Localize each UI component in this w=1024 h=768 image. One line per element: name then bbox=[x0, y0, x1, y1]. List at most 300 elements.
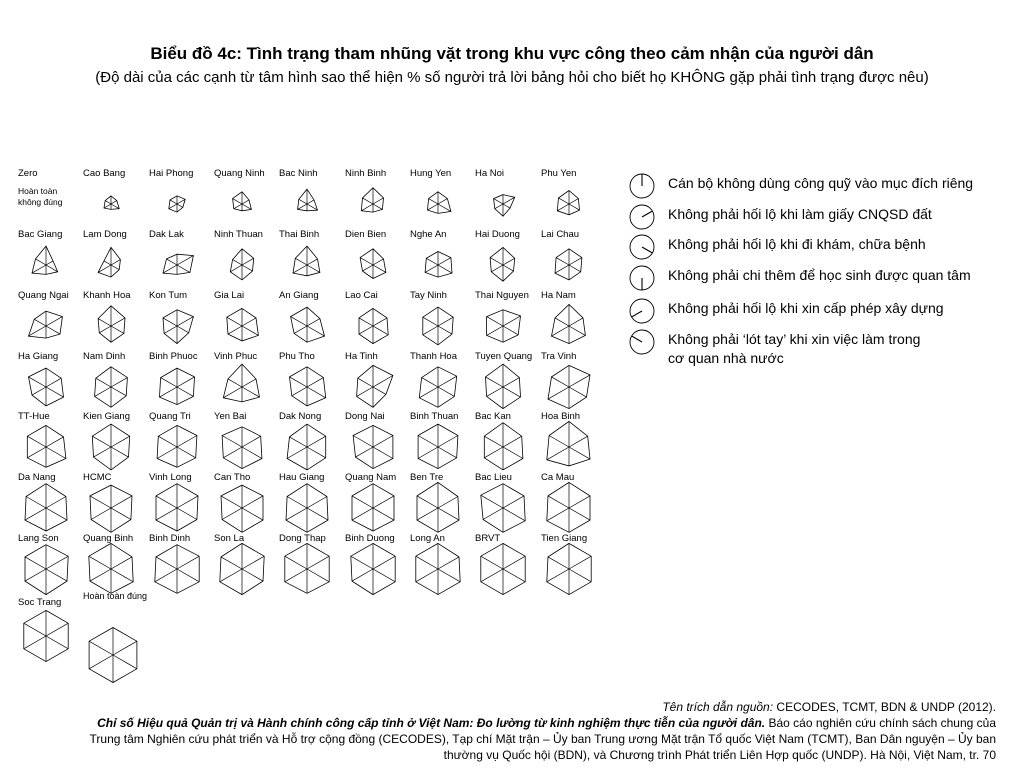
star-spoke-56-4 bbox=[155, 569, 177, 582]
star-spoke-43-1 bbox=[503, 436, 522, 447]
star-spoke-40-4 bbox=[287, 447, 307, 459]
star-label-9: Bac Giang bbox=[18, 229, 63, 240]
star-spoke-3-1 bbox=[242, 200, 249, 204]
star-spoke-8-5 bbox=[559, 198, 570, 204]
star-spoke-30-2 bbox=[242, 387, 260, 397]
star-outline-21 bbox=[227, 308, 259, 341]
star-spoke-33-2 bbox=[438, 387, 454, 396]
star-spoke-25-4 bbox=[487, 326, 503, 335]
star-10 bbox=[98, 247, 120, 277]
star-spoke-30-4 bbox=[223, 387, 242, 398]
star-label-52: Bac Lieu bbox=[475, 472, 512, 483]
star-spoke-35-2 bbox=[569, 387, 587, 397]
star-spoke-55-2 bbox=[111, 569, 133, 582]
star-spoke-4-5 bbox=[299, 199, 307, 204]
star-59 bbox=[351, 543, 395, 594]
star-spoke-26-1 bbox=[569, 318, 583, 326]
star-outline-18 bbox=[29, 311, 63, 338]
star-spoke-49-1 bbox=[307, 497, 327, 509]
star-spoke-10-2 bbox=[111, 265, 119, 270]
star-spoke-51-5 bbox=[417, 496, 438, 508]
legend-key-icon-4 bbox=[626, 262, 660, 294]
star-48 bbox=[221, 485, 263, 532]
star-43 bbox=[484, 423, 523, 470]
star-outline-6 bbox=[428, 192, 451, 214]
star-spoke-14-4 bbox=[363, 265, 374, 271]
star-label-53: Ca Mau bbox=[541, 472, 575, 483]
star-spoke-43-2 bbox=[503, 447, 523, 459]
star-label-5: Ninh Binh bbox=[345, 168, 387, 179]
star-spoke-57-5 bbox=[221, 557, 242, 569]
star-spoke-24-5 bbox=[423, 317, 438, 326]
star-spoke-35-5 bbox=[552, 377, 570, 387]
star-spoke-44-1 bbox=[569, 436, 588, 447]
zero-note-1: Hoàn toàn bbox=[18, 186, 58, 196]
star-outline-9 bbox=[32, 246, 58, 274]
star-spoke-4-4 bbox=[298, 204, 307, 209]
star-spoke-42-5 bbox=[418, 436, 438, 448]
star-label-31: Phu Tho bbox=[279, 351, 315, 362]
star-spoke-62-5 bbox=[548, 557, 569, 569]
star-label-34: Tuyen Quang bbox=[475, 351, 533, 362]
star-spoke-56-2 bbox=[177, 569, 199, 582]
star-spoke-53-4 bbox=[547, 508, 569, 521]
star-outline-7 bbox=[494, 195, 515, 217]
star-5 bbox=[361, 188, 383, 212]
star-4 bbox=[298, 189, 318, 211]
star-56 bbox=[155, 545, 199, 594]
star-spoke-36-5 bbox=[27, 436, 46, 447]
star-spoke-28-2 bbox=[111, 387, 126, 396]
star-39 bbox=[222, 427, 262, 469]
star-spoke-55-5 bbox=[89, 556, 111, 569]
star-1 bbox=[104, 196, 119, 210]
star-spoke-32-4 bbox=[357, 387, 373, 396]
star-spoke-46-4 bbox=[91, 508, 111, 520]
star-spoke-19-1 bbox=[111, 318, 125, 326]
star-spoke-34-5 bbox=[486, 377, 504, 387]
star-spoke-5-2 bbox=[373, 204, 382, 209]
star-spoke-3-4 bbox=[234, 204, 242, 209]
star-outline-13 bbox=[293, 246, 320, 276]
legend-label: Không phải ‘lót tay’ khi xin việc làm trong bbox=[668, 331, 921, 347]
star-spoke-32-2 bbox=[373, 387, 386, 394]
star-spoke-62-4 bbox=[547, 569, 569, 582]
star-spoke-27-1 bbox=[46, 378, 61, 387]
star-label-38: Quang Tri bbox=[149, 411, 191, 422]
star-23 bbox=[359, 308, 388, 343]
star-label-45: Da Nang bbox=[18, 472, 56, 483]
star-27 bbox=[29, 368, 64, 406]
star-label-14: Dien Bien bbox=[345, 229, 387, 240]
star-label-13: Thai Binh bbox=[279, 229, 320, 240]
star-label-28: Nam Dinh bbox=[83, 351, 126, 362]
star-label-27: Ha Giang bbox=[18, 351, 59, 362]
star-spoke-57-4 bbox=[220, 569, 242, 582]
legend-key-icon-3 bbox=[626, 231, 660, 263]
star-label-36: TT-Hue bbox=[18, 411, 50, 422]
star-spoke-14-1 bbox=[373, 259, 384, 265]
star-spoke-12-2 bbox=[242, 265, 253, 271]
star-label-4: Bac Ninh bbox=[279, 168, 318, 179]
star-spoke-1-1 bbox=[111, 201, 117, 204]
star-13 bbox=[293, 246, 320, 276]
star-14 bbox=[360, 249, 386, 279]
legend-label: Không phải hối lộ khi xin cấp phép xây dựng bbox=[668, 300, 944, 316]
star-spoke-48-5 bbox=[221, 496, 242, 508]
star-spoke-63-5 bbox=[24, 623, 46, 636]
star-spoke-54-2 bbox=[46, 569, 67, 581]
star-spoke-53-2 bbox=[569, 508, 590, 520]
star-label-48: Can Tho bbox=[214, 472, 251, 483]
star-spoke-60-2 bbox=[438, 569, 460, 582]
star-spoke-55-4 bbox=[90, 569, 111, 581]
star-spoke-32-5 bbox=[358, 378, 373, 387]
star-spoke-54-1 bbox=[46, 556, 68, 569]
star-62 bbox=[547, 543, 591, 594]
star-61 bbox=[481, 543, 525, 594]
star-label-33: Thanh Hoa bbox=[410, 351, 458, 362]
source-line-1 bbox=[6, 699, 996, 715]
star-spoke-56-1 bbox=[177, 556, 199, 569]
star-50 bbox=[352, 484, 394, 531]
star-spoke-13-5 bbox=[295, 258, 307, 265]
star-spoke-16-2 bbox=[503, 265, 514, 271]
star-12 bbox=[230, 249, 253, 280]
star-spoke-46-1 bbox=[111, 496, 132, 508]
star-spoke-40-2 bbox=[307, 447, 326, 458]
star-spoke-24-2 bbox=[438, 326, 452, 334]
star-spoke-47-4 bbox=[156, 508, 177, 520]
star-spoke-5-4 bbox=[361, 204, 373, 211]
star-spoke-51-2 bbox=[438, 508, 459, 520]
star-54 bbox=[25, 545, 68, 595]
star-label-55: Quang Binh bbox=[83, 533, 134, 544]
star-spoke-15-5 bbox=[426, 258, 438, 265]
star-label-15: Nghe An bbox=[410, 229, 447, 240]
star-44 bbox=[547, 421, 590, 466]
star-63 bbox=[24, 610, 68, 661]
star-spoke-63-2 bbox=[46, 636, 68, 649]
star-label-54: Lang Son bbox=[18, 533, 59, 544]
star-spoke-48-1 bbox=[242, 496, 263, 508]
star-3 bbox=[233, 192, 252, 211]
star-spoke-42-2 bbox=[438, 447, 457, 458]
legend bbox=[626, 170, 1024, 380]
star-22 bbox=[291, 307, 325, 342]
star-41 bbox=[353, 425, 393, 468]
star-label-6: Hung Yen bbox=[410, 168, 452, 179]
star-spoke-40-5 bbox=[290, 437, 308, 447]
star-outline-10 bbox=[98, 247, 120, 277]
star-17 bbox=[555, 249, 582, 280]
star-spoke-2-2 bbox=[177, 204, 183, 207]
star-spoke-1-5 bbox=[105, 201, 111, 204]
star-spoke-62-2 bbox=[569, 569, 591, 582]
star-spoke-16-5 bbox=[490, 258, 503, 265]
star-46 bbox=[90, 485, 132, 532]
star-49 bbox=[286, 484, 328, 533]
star-spoke-55-1 bbox=[111, 557, 132, 569]
star-spoke-43-4 bbox=[484, 447, 503, 458]
star-spoke-39-4 bbox=[223, 447, 242, 458]
star-spoke-35-1 bbox=[569, 375, 590, 387]
star-label-59: Binh Duong bbox=[345, 533, 395, 544]
star-spoke-19-5 bbox=[98, 319, 111, 326]
star-spoke-36-4 bbox=[27, 447, 46, 458]
legend-label: Không phải chi thêm để học sinh được quan tâm bbox=[668, 267, 971, 283]
star-spoke-53-1 bbox=[569, 496, 590, 508]
star-label-12: Ninh Thuan bbox=[214, 229, 263, 240]
star-spoke-61-4 bbox=[481, 569, 503, 582]
star-24 bbox=[423, 307, 453, 345]
star-spoke-50-1 bbox=[373, 496, 394, 508]
star-spoke-10-5 bbox=[104, 261, 111, 265]
star-spoke-64-4 bbox=[89, 655, 113, 669]
legend-label: Cán bộ không dùng công quỹ vào mục đích riêng bbox=[668, 175, 974, 191]
source-line-4: thường vụ Quốc hội (BDN), và Chương trình Phát triển Liên Hợp quốc (UNDP). Hà Nội, Việt Nam, tr. 70 bbox=[443, 748, 996, 762]
star-spoke-14-5 bbox=[360, 258, 373, 265]
star-spoke-59-1 bbox=[373, 556, 395, 569]
star-spoke-51-4 bbox=[417, 508, 438, 520]
star-label-42: Binh Thuan bbox=[410, 411, 459, 422]
star-label-57: Son La bbox=[214, 533, 245, 544]
star-spoke-7-4 bbox=[495, 204, 503, 209]
star-spoke-34-4 bbox=[487, 387, 503, 396]
star-spoke-59-2 bbox=[373, 569, 395, 582]
star-spoke-59-5 bbox=[351, 556, 373, 569]
star-spoke-39-1 bbox=[242, 436, 261, 447]
star-spoke-64-1 bbox=[113, 641, 137, 655]
star-spoke-31-5 bbox=[290, 377, 308, 387]
star-25 bbox=[487, 310, 521, 342]
star-spoke-24-4 bbox=[423, 326, 438, 335]
star-spoke-53-5 bbox=[548, 496, 569, 508]
star-spoke-24-1 bbox=[438, 317, 453, 326]
star-label-29: Binh Phuoc bbox=[149, 351, 198, 362]
star-outline-22 bbox=[291, 307, 325, 342]
star-label-58: Dong Thap bbox=[279, 533, 326, 544]
star-label-22: An Giang bbox=[279, 290, 319, 301]
star-spoke-48-2 bbox=[242, 508, 263, 520]
star-64 bbox=[89, 628, 137, 683]
star-spoke-26-4 bbox=[552, 326, 570, 336]
star-label-7: Ha Noi bbox=[475, 168, 505, 179]
star-spoke-26-5 bbox=[555, 318, 569, 326]
star-spoke-6-1 bbox=[438, 199, 447, 204]
star-spoke-52-5 bbox=[481, 495, 503, 508]
star-spoke-45-4 bbox=[25, 508, 46, 520]
star-33 bbox=[419, 367, 456, 408]
star-spoke-58-1 bbox=[307, 556, 329, 569]
star-label-0: Zero bbox=[18, 168, 38, 179]
star-spoke-22-4 bbox=[294, 326, 307, 333]
star-spoke-41-2 bbox=[373, 447, 393, 459]
star-52 bbox=[481, 484, 525, 533]
legend-label: Không phải hối lộ khi làm giấy CNQSD đất bbox=[668, 206, 932, 222]
star-spoke-2-4 bbox=[169, 204, 177, 209]
star-spoke-46-2 bbox=[111, 508, 131, 520]
star-38 bbox=[157, 425, 197, 467]
star-spoke-64-5 bbox=[89, 641, 113, 655]
star-spoke-38-1 bbox=[177, 436, 197, 448]
star-spoke-28-4 bbox=[95, 387, 111, 396]
legend-key-icon-2 bbox=[626, 201, 660, 233]
legend-label: cơ quan nhà nước bbox=[668, 350, 784, 366]
star-spoke-9-5 bbox=[36, 259, 47, 265]
star-spoke-11-5 bbox=[167, 259, 178, 265]
star-spoke-58-5 bbox=[285, 556, 307, 569]
star-spoke-33-4 bbox=[419, 387, 438, 398]
star-spoke-19-4 bbox=[99, 326, 111, 333]
star-spoke-22-5 bbox=[291, 317, 307, 326]
star-spoke-49-2 bbox=[307, 508, 328, 520]
star-label-17: Lai Chau bbox=[541, 229, 580, 240]
star-spoke-63-1 bbox=[46, 623, 68, 636]
star-spoke-21-5 bbox=[227, 317, 242, 326]
star-label-30: Vinh Phuc bbox=[214, 351, 258, 362]
star-spoke-26-2 bbox=[569, 326, 585, 335]
star-60 bbox=[416, 543, 460, 594]
chart-title: Biểu đồ 4c: Tình trạng tham nhũng vặt trong khu vực công theo cảm nhận của người dân bbox=[150, 44, 874, 63]
star-label-32: Ha Tinh bbox=[345, 351, 378, 362]
star-spoke-57-2 bbox=[242, 569, 263, 581]
star-spoke-2-5 bbox=[170, 200, 177, 204]
star-7 bbox=[494, 195, 515, 217]
star-spoke-25-2 bbox=[503, 326, 518, 335]
star-spoke-38-5 bbox=[158, 436, 177, 447]
star-spoke-39-2 bbox=[242, 447, 262, 459]
star-spoke-31-1 bbox=[307, 378, 323, 387]
star-spoke-15-2 bbox=[438, 265, 452, 273]
star-spoke-17-4 bbox=[555, 265, 569, 273]
star-42 bbox=[418, 424, 458, 469]
legend-key-spoke-2 bbox=[642, 211, 652, 217]
star-label-56: Binh Dinh bbox=[149, 533, 191, 544]
star-spoke-37-4 bbox=[94, 447, 112, 457]
legend-key-spoke-6 bbox=[632, 336, 642, 342]
legend-key-spoke-5 bbox=[632, 311, 642, 317]
star-28 bbox=[95, 367, 128, 408]
star-label-62: Tien Giang bbox=[541, 533, 588, 544]
star-spoke-17-5 bbox=[556, 258, 569, 265]
star-spoke-1-4 bbox=[104, 204, 111, 208]
star-spoke-29-5 bbox=[161, 378, 177, 387]
star-40 bbox=[287, 424, 326, 470]
star-57 bbox=[220, 543, 264, 594]
star-label-51: Ben Tre bbox=[410, 472, 444, 483]
star-spoke-47-1 bbox=[177, 496, 198, 508]
star-spoke-36-1 bbox=[46, 437, 64, 447]
star-53 bbox=[547, 482, 590, 532]
star-spoke-47-5 bbox=[156, 496, 177, 508]
star-20 bbox=[163, 310, 193, 344]
star-label-40: Dak Nong bbox=[279, 411, 322, 422]
zero-note-2: không đúng bbox=[18, 197, 63, 207]
star-spoke-13-1 bbox=[307, 259, 318, 265]
star-19 bbox=[98, 306, 125, 342]
star-spoke-27-4 bbox=[32, 387, 46, 395]
star-spoke-33-5 bbox=[422, 378, 438, 387]
source-line-2 bbox=[6, 715, 996, 731]
star-spoke-61-1 bbox=[503, 556, 525, 569]
star-spoke-60-5 bbox=[416, 556, 438, 569]
star-label-60: Long An bbox=[410, 533, 445, 544]
star-label-20: Kon Tum bbox=[149, 290, 188, 301]
star-spoke-45-1 bbox=[46, 497, 66, 509]
star-spoke-21-1 bbox=[242, 318, 256, 326]
star-label-39: Yen Bai bbox=[214, 411, 247, 422]
star-spoke-29-4 bbox=[160, 387, 178, 397]
star-11 bbox=[163, 254, 193, 274]
star-spoke-40-1 bbox=[307, 436, 326, 447]
star-spoke-34-1 bbox=[503, 378, 519, 387]
star-spoke-19-2 bbox=[111, 326, 124, 333]
star-spoke-27-5 bbox=[29, 377, 47, 387]
star-spoke-7-2 bbox=[503, 204, 510, 208]
star-spoke-37-5 bbox=[92, 436, 111, 447]
star-spoke-20-4 bbox=[164, 326, 177, 333]
star-label-8: Phu Yen bbox=[541, 168, 577, 179]
star-label-18: Quang Ngai bbox=[18, 290, 69, 301]
star-spoke-11-1 bbox=[177, 256, 193, 265]
star-spoke-20-2 bbox=[177, 326, 189, 333]
star-spoke-54-4 bbox=[25, 569, 46, 581]
star-spoke-5-5 bbox=[363, 198, 374, 204]
star-spoke-36-2 bbox=[46, 447, 66, 459]
star-label-43: Bac Kan bbox=[475, 411, 511, 422]
star-spoke-41-1 bbox=[373, 436, 393, 448]
star-label-35: Tra Vinh bbox=[541, 351, 577, 362]
star-spoke-5-1 bbox=[373, 198, 384, 204]
star-spoke-51-1 bbox=[438, 497, 458, 509]
star-9 bbox=[32, 246, 58, 274]
star-label-21: Gia Lai bbox=[214, 290, 245, 301]
star-6 bbox=[428, 192, 451, 214]
star-spoke-16-1 bbox=[503, 258, 515, 265]
star-45 bbox=[25, 484, 67, 531]
star-spoke-28-1 bbox=[111, 378, 127, 387]
star-label-50: Quang Nam bbox=[345, 472, 397, 483]
star-spoke-41-5 bbox=[353, 436, 373, 448]
star-label-2: Hai Phong bbox=[149, 168, 194, 179]
star-label-37: Kien Giang bbox=[83, 411, 131, 422]
star-21 bbox=[227, 308, 259, 341]
star-55 bbox=[89, 543, 133, 593]
star-spoke-50-4 bbox=[352, 508, 373, 520]
star-spoke-63-4 bbox=[24, 636, 46, 649]
star-spoke-12-4 bbox=[230, 265, 242, 272]
star-spoke-15-4 bbox=[425, 265, 438, 272]
star-spoke-15-1 bbox=[438, 258, 451, 265]
star-35 bbox=[548, 365, 590, 408]
star-spoke-29-2 bbox=[177, 387, 193, 396]
star-spoke-21-4 bbox=[228, 326, 242, 334]
star-outline-19 bbox=[98, 306, 125, 342]
star-spoke-9-1 bbox=[46, 261, 53, 265]
star-label-24: Tay Ninh bbox=[410, 290, 447, 301]
star-spoke-31-4 bbox=[292, 387, 307, 396]
star-18 bbox=[29, 311, 63, 338]
star-spoke-17-1 bbox=[569, 258, 582, 265]
star-spoke-6-4 bbox=[428, 204, 439, 210]
star-label-61: BRVT bbox=[475, 533, 501, 544]
star-label-3: Quang Ninh bbox=[214, 168, 265, 179]
source-report-title: Chỉ số Hiệu quả Quản trị và Hành chính công cấp tỉnh ở Việt Nam: Đo lường từ kinh nghiệm thực tiễn của người dân. bbox=[97, 716, 766, 730]
star-spoke-42-1 bbox=[438, 436, 458, 448]
star-outline-44 bbox=[547, 421, 590, 466]
star-spoke-14-2 bbox=[373, 265, 386, 272]
